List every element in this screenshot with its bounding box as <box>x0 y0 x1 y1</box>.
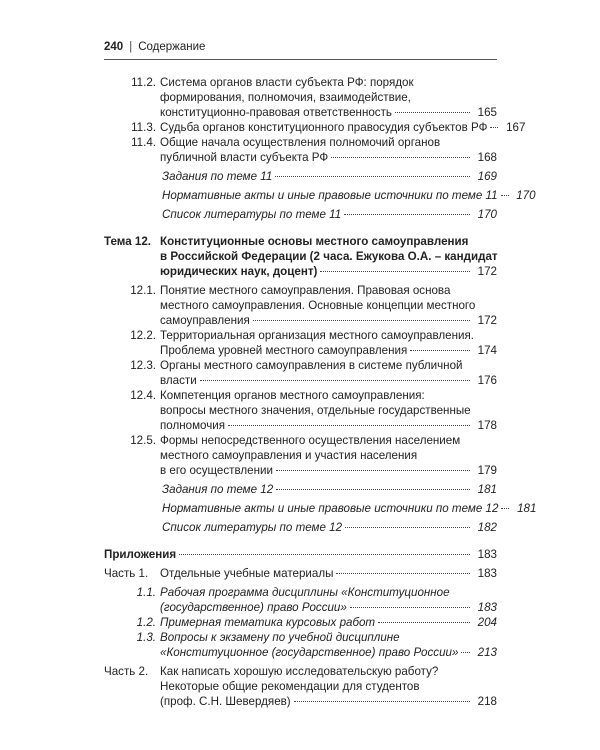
entry-line: Общие начала осуществления полномочий органов <box>160 136 441 149</box>
entry-line: Отдельные учебные материалы <box>160 567 334 580</box>
dot-leader <box>345 527 470 528</box>
entry-number: Часть 2. <box>104 665 149 678</box>
entry-number: 1.2. <box>136 616 156 629</box>
toc-entry-11-2 <box>104 75 497 120</box>
toc-entry-tasks-12 <box>104 482 497 497</box>
entry-page: 168 <box>477 151 497 164</box>
entry-page: 178 <box>477 419 497 432</box>
entry-line: Задания по теме 11 <box>162 170 273 183</box>
dot-leader <box>294 701 470 702</box>
toc-entry-12-3 <box>104 358 497 388</box>
toc-entry-12-5 <box>104 433 497 478</box>
entry-line: Задания по теме 12 <box>162 483 274 496</box>
entry-page: 179 <box>477 464 497 477</box>
entry-number: 12.2. <box>130 329 156 342</box>
entry-page: 204 <box>477 616 497 629</box>
dot-leader <box>410 350 470 351</box>
dot-leader <box>179 554 470 555</box>
entry-page: 181 <box>517 502 537 515</box>
toc-entry-1-3 <box>104 630 497 660</box>
entry-line: в Российской Федерации (2 часа. Ежукова О.А. – кандидат <box>160 250 498 263</box>
entry-line: полномочия <box>160 419 226 432</box>
entry-number: 12.1. <box>130 284 156 297</box>
dot-leader <box>350 607 470 608</box>
toc-entry-11-3 <box>104 120 526 135</box>
entry-number: 11.4. <box>131 136 156 149</box>
entry-page: 183 <box>477 567 497 580</box>
dot-leader <box>461 652 470 653</box>
toc-entry-tasks-11 <box>104 169 497 184</box>
entry-line: Некоторые общие рекомендации для студентов <box>160 680 420 693</box>
dot-leader <box>200 380 470 381</box>
dot-leader <box>378 622 470 623</box>
dot-leader <box>276 470 470 471</box>
entry-line: Территориальная организация местного самоуправления. <box>160 329 474 342</box>
entry-page: 172 <box>477 314 497 327</box>
entry-number: 12.4. <box>130 389 156 402</box>
page-number: 240 <box>104 41 124 53</box>
toc-entry-appendices <box>104 547 497 562</box>
entry-number: Часть 1. <box>104 567 149 580</box>
entry-line: в его осуществлении <box>160 464 273 477</box>
dot-leader <box>331 157 470 158</box>
entry-line: Приложения <box>104 548 177 561</box>
entry-page: 170 <box>477 208 497 221</box>
entry-page: 169 <box>477 170 497 183</box>
entry-line: (проф. С.Н. Шевердяев) <box>160 695 291 708</box>
entry-line: местного самоуправления и участия населения <box>160 449 418 462</box>
entry-line: вопросы местного значения, отдельные государственные <box>160 404 471 417</box>
entry-line: Примерная тематика курсовых работ <box>160 616 376 629</box>
dot-leader <box>501 508 509 509</box>
entry-number: 11.3. <box>131 121 156 134</box>
toc-entry-acts-12 <box>104 501 537 516</box>
dot-leader <box>336 573 470 574</box>
dot-leader <box>228 425 470 426</box>
entry-page: 218 <box>477 695 497 708</box>
toc-entry-12-1 <box>104 283 497 328</box>
dot-leader <box>253 320 470 321</box>
entry-line: Компетенция органов местного самоуправления: <box>160 389 425 402</box>
entry-line: Вопросы к экзамену по учебной дисциплине <box>160 631 400 644</box>
entry-line: Как написать хорошую исследовательскую работу? <box>160 665 439 678</box>
entry-page: 183 <box>477 601 497 614</box>
header-section-title: Содержание <box>138 41 206 53</box>
dot-leader <box>490 127 498 128</box>
entry-number: 11.2. <box>131 76 156 89</box>
table-of-contents <box>104 75 537 709</box>
entry-page: 167 <box>506 121 526 134</box>
toc-entry-part-2 <box>104 664 497 709</box>
entry-page: 182 <box>477 521 497 534</box>
entry-line: Проблема уровней местного самоуправления <box>160 344 408 357</box>
toc-entry-literature-12 <box>104 520 497 535</box>
entry-page: 176 <box>477 374 497 387</box>
toc-entry-12-4 <box>104 388 497 433</box>
entry-line: конституционно-правовая ответственность <box>160 106 392 119</box>
entry-line: «Конституционное (государственное) право России» <box>160 646 459 659</box>
entry-line: Конституционные основы местного самоуправления <box>160 235 469 248</box>
toc-entry-topic-12 <box>104 234 497 279</box>
entry-page: 213 <box>477 646 497 659</box>
running-header <box>104 40 497 60</box>
entry-line: власти <box>160 374 197 387</box>
entry-page: 183 <box>477 548 497 561</box>
entry-page: 165 <box>477 106 497 119</box>
entry-line: формирования, полномочия, взаимодействие, <box>160 91 411 104</box>
toc-entry-part-1 <box>104 566 497 581</box>
dot-leader <box>344 214 470 215</box>
entry-number: 1.1. <box>136 586 156 599</box>
entry-page: 170 <box>516 189 536 202</box>
entry-page: 172 <box>477 265 497 278</box>
entry-number: Тема 12. <box>104 235 152 248</box>
entry-line: публичной власти субъекта РФ <box>160 151 329 164</box>
entry-line: Список литературы по теме 12 <box>162 521 343 534</box>
toc-entry-12-2 <box>104 328 497 358</box>
header-separator: | <box>129 41 133 53</box>
toc-entry-literature-11 <box>104 207 497 222</box>
entry-line: местного самоуправления. Основные концепции местного <box>160 299 476 312</box>
entry-line: Система органов власти субъекта РФ: порядок <box>160 76 414 89</box>
entry-page: 174 <box>477 344 497 357</box>
toc-entry-acts-11 <box>104 188 536 203</box>
entry-line: Нормативные акты и иные правовые источники по теме 11 <box>162 189 498 202</box>
entry-line: Нормативные акты и иные правовые источники по теме 12 <box>162 502 499 515</box>
toc-entry-11-4 <box>104 135 497 165</box>
entry-number: 12.3. <box>130 359 156 372</box>
entry-line: Органы местного самоуправления в системе публичной <box>160 359 463 372</box>
entry-line: Судьба органов конституционного правосудия субъектов РФ <box>160 121 488 134</box>
entry-line: Формы непосредственного осуществления населением <box>160 434 461 447</box>
dot-leader <box>320 271 470 272</box>
dot-leader <box>276 489 470 490</box>
entry-line: Список литературы по теме 11 <box>162 208 342 221</box>
entry-line: Рабочая программа дисциплины «Конституционное <box>160 586 450 599</box>
dot-leader <box>395 112 470 113</box>
entry-number: 12.5. <box>130 434 156 447</box>
entry-number: 1.3. <box>136 631 156 644</box>
entry-line: (государственное) право России» <box>160 601 347 614</box>
entry-line: самоуправления <box>160 314 250 327</box>
toc-entry-1-2 <box>104 615 497 630</box>
dot-leader <box>275 176 470 177</box>
entry-page: 181 <box>477 483 497 496</box>
entry-line: юридических наук, доцент) <box>160 265 318 278</box>
entry-line: Понятие местного самоуправления. Правовая основа <box>160 284 451 297</box>
toc-entry-1-1 <box>104 585 497 615</box>
dot-leader <box>501 195 509 196</box>
